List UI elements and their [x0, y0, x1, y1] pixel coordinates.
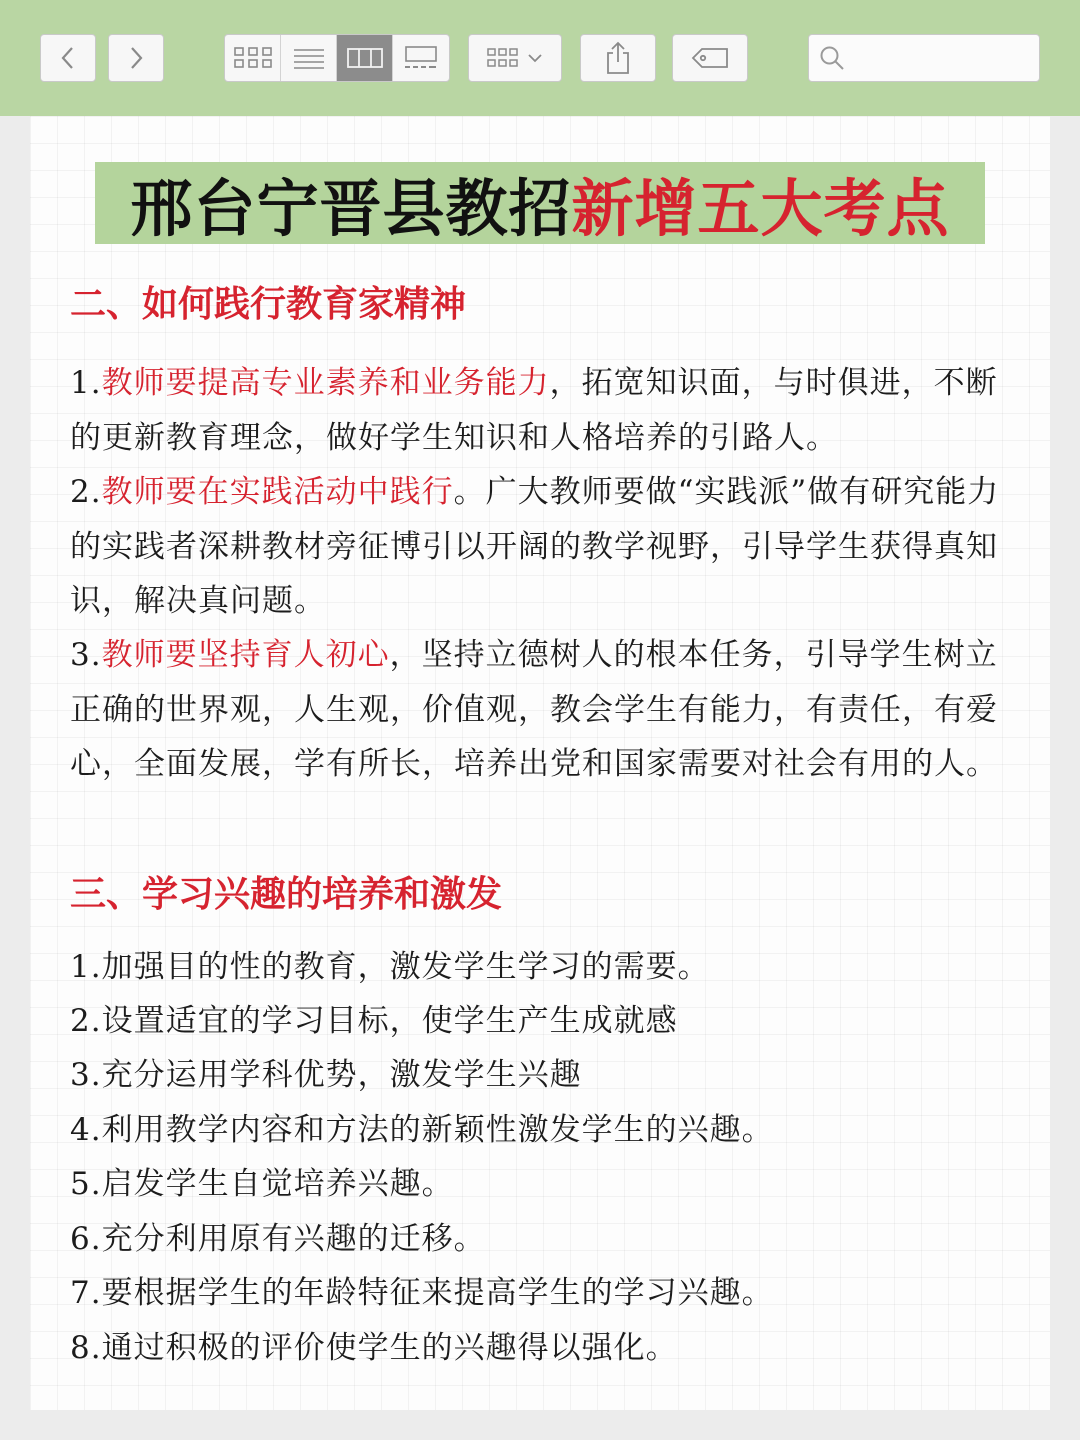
page-title [95, 162, 985, 244]
item-text: ，坚持立德树人的根本任务，引导学生树立正确的世界观，人生观，价值观，教会学生有能力，有责任，有爱心，全面发展，学有所长，培养出党和国家需要对社会有用的人。 [70, 637, 998, 782]
title-black-part: 邢台宁晋县教招 [130, 171, 572, 245]
group-icon [486, 46, 526, 70]
share-button[interactable] [580, 34, 656, 82]
section3-item: 2.设置适宜的学习目标，使学生产生成就感 [70, 1003, 678, 1039]
section3-item: 8.通过积极的评价使学生的兴趣得以强化。 [70, 1330, 678, 1366]
grid-view-icon [233, 46, 273, 70]
item-text: 。广大教师要做“实践派”做有研究能力的实践者深耕教材旁征博引以开阔的教学视野，引导学生获得真知识，解决真问题。 [70, 474, 1000, 619]
title-red-part: 新增五大考点 [571, 171, 950, 245]
section3-item: 6.充分利用原有兴趣的迁移。 [70, 1221, 486, 1257]
section3-item: 1.加强目的性的教育，激发学生学习的需要。 [70, 949, 710, 985]
item-text: ，拓宽知识面，与时俱进，不断的更新教育理念，做好学生知识和人格培养的引路人。 [70, 365, 998, 456]
gallery-view-icon [402, 45, 440, 71]
column-view-button[interactable] [337, 35, 393, 81]
gallery-view-button[interactable] [393, 35, 449, 81]
item-number: 2. [70, 474, 102, 510]
list-view-button[interactable] [281, 35, 337, 81]
section2-heading: 二、如何践行教育家精神 [70, 284, 467, 325]
chevron-down-icon [526, 51, 544, 65]
search-input[interactable] [853, 47, 1033, 70]
search-icon [819, 45, 845, 71]
list-view-icon [292, 47, 326, 69]
tag-icon [690, 47, 730, 69]
section3-item: 4.利用教学内容和方法的新颖性激发学生的兴趣。 [70, 1112, 774, 1148]
note-page [30, 116, 1050, 1410]
forward-arrow-icon [126, 45, 146, 71]
section3-heading: 三、学习兴趣的培养和激发 [70, 874, 503, 915]
section2-item-1 [70, 356, 1010, 465]
section2-item-3 [70, 628, 1010, 792]
item-highlight: 教师要坚持育人初心 [101, 637, 390, 673]
back-arrow-icon [58, 45, 78, 71]
section3-item: 7.要根据学生的年龄特征来提高学生的学习兴趣。 [70, 1275, 774, 1311]
section3-item: 5.启发学生自觉培养兴趣。 [70, 1166, 454, 1202]
grid-view-button[interactable] [225, 35, 281, 81]
share-icon [604, 41, 632, 75]
item-number: 3. [70, 637, 102, 673]
item-number: 1. [70, 365, 102, 401]
section2-item-2 [70, 465, 1010, 629]
back-button[interactable] [40, 34, 96, 82]
item-highlight: 教师要提高专业素养和业务能力 [101, 365, 550, 401]
item-highlight: 教师要在实践活动中践行 [101, 474, 454, 510]
group-menu-button[interactable] [468, 34, 562, 82]
column-view-icon [346, 47, 384, 69]
tag-button[interactable] [672, 34, 748, 82]
search-field[interactable] [808, 34, 1040, 82]
forward-button[interactable] [108, 34, 164, 82]
section3-item: 3.充分运用学科优势，激发学生兴趣 [70, 1057, 582, 1093]
view-mode-switcher [224, 34, 450, 82]
toolbar [0, 0, 1080, 116]
